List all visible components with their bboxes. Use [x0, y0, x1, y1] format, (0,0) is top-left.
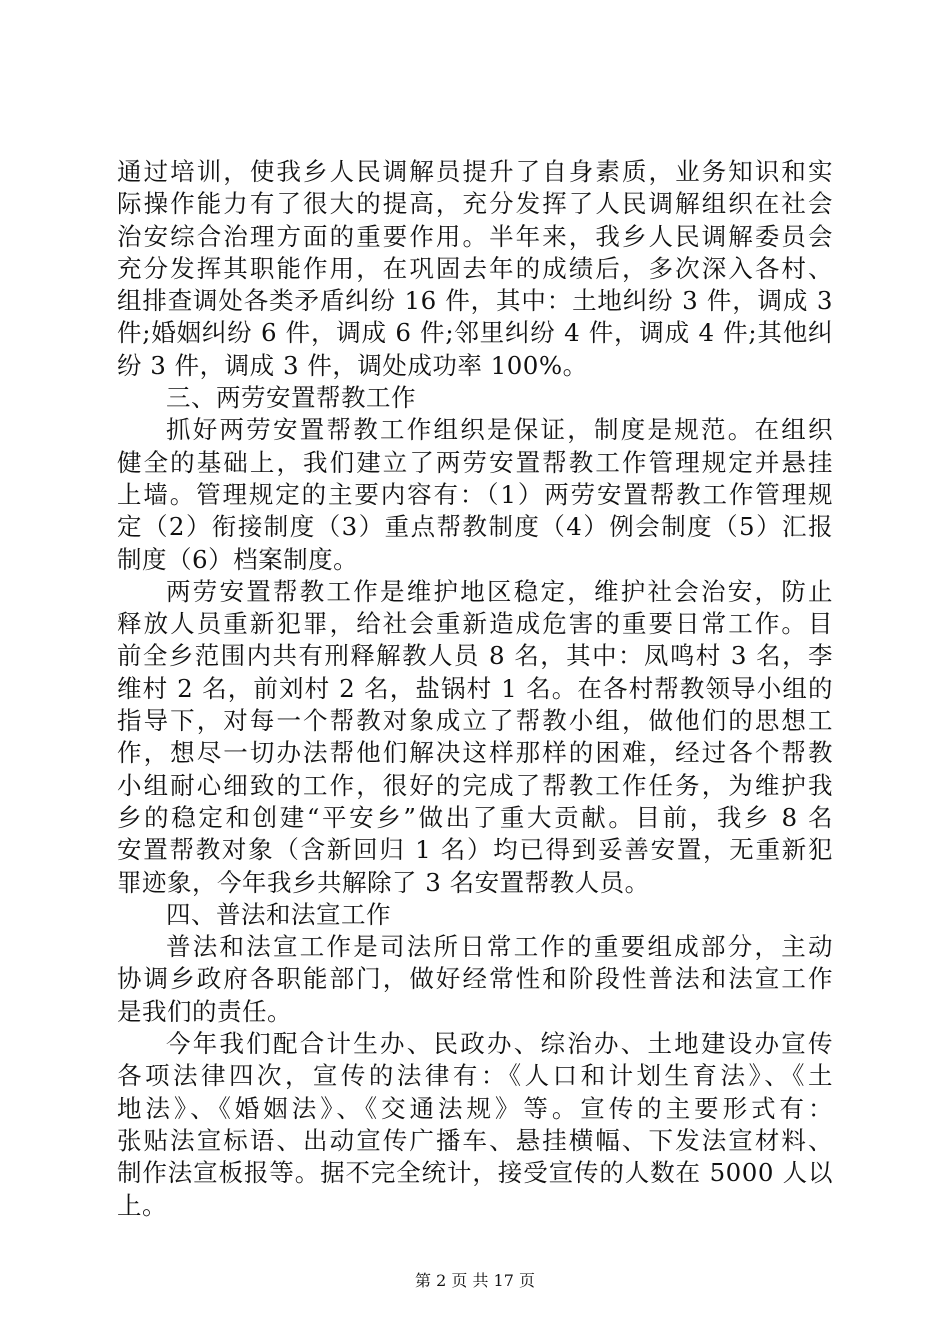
- text-line: 是我们的责任。: [117, 996, 292, 1026]
- text-line: 地法》、《婚姻法》、《交通法规》等。宣传的主要形式有：: [117, 1093, 833, 1123]
- paragraph-first-line: 抓好两劳安置帮教工作组织是保证，制度是规范。在组织: [166, 415, 833, 445]
- text-line: 乡的稳定和创建“平安乡”做出了重大贡献。目前，我乡 8 名: [117, 802, 833, 832]
- paragraph-first-line: 两劳安置帮教工作是维护地区稳定，维护社会治安，防止: [166, 576, 833, 606]
- text-line: 定（2）衔接制度（3）重点帮教制度（4）例会制度（5）汇报: [117, 512, 833, 542]
- text-line: 纷 3 件，调成 3 件，调处成功率 100%。: [117, 350, 588, 380]
- text-line: 上。: [117, 1190, 167, 1220]
- text-line: 作，想尽一切办法帮他们解决这样那样的困难，经过各个帮教: [117, 738, 833, 768]
- text-line: 协调乡政府各职能部门，做好经常性和阶段性普法和法宣工作: [117, 964, 833, 994]
- text-line: 指导下，对每一个帮教对象成立了帮教小组，做他们的思想工: [117, 706, 833, 736]
- text-line: 罪迹象，今年我乡共解除了 3 名安置帮教人员。: [117, 867, 650, 897]
- paragraph-first-line: 今年我们配合计生办、民政办、综治办、土地建设办宣传: [166, 1029, 833, 1059]
- text-line: 治安综合治理方面的重要作用。半年来，我乡人民调解委员会: [117, 221, 833, 251]
- text-line: 上墙。管理规定的主要内容有：（1）两劳安置帮教工作管理规: [117, 479, 833, 509]
- section-heading: 四、普法和法宣工作: [166, 899, 391, 929]
- text-line: 件;婚姻纠纷 6 件，调成 6 件;邻里纠纷 4 件，调成 4 件;其他纠: [117, 318, 833, 348]
- text-line: 张贴法宣标语、出动宣传广播车、悬挂横幅、下发法宣材料、: [117, 1125, 833, 1155]
- text-line: 各项法律四次，宣传的法律有：《人口和计划生育法》、《土: [117, 1061, 833, 1091]
- text-line: 维村 2 名，前刘村 2 名，盐锅村 1 名。在各村帮教领导小组的: [117, 673, 833, 703]
- text-line: 安置帮教对象（含新回归 1 名）均已得到妥善安置，无重新犯: [117, 835, 833, 865]
- text-line: 健全的基础上，我们建立了两劳安置帮教工作管理规定并悬挂: [117, 447, 833, 477]
- text-line: 制作法宣板报等。据不完全统计，接受宣传的人数在 5000 人以: [117, 1158, 833, 1188]
- page-number-footer: 第 2 页 共 17 页: [415, 1271, 535, 1290]
- text-line: 组排查调处各类矛盾纠纷 16 件，其中：土地纠纷 3 件，调成 3: [117, 286, 833, 316]
- text-line: 小组耐心细致的工作，很好的完成了帮教工作任务，为维护我: [117, 770, 833, 800]
- text-line: 释放人员重新犯罪，给社会重新造成危害的重要日常工作。目: [117, 609, 833, 639]
- document-body: [117, 156, 833, 1222]
- text-line: 制度（6）档案制度。: [117, 544, 359, 574]
- text-line: 通过培训，使我乡人民调解员提升了自身素质，业务知识和实: [117, 157, 833, 186]
- paragraph-first-line: 普法和法宣工作是司法所日常工作的重要组成部分，主动: [166, 932, 833, 962]
- text-line: 前全乡范围内共有刑释解教人员 8 名，其中：凤鸣村 3 名，李: [117, 641, 833, 671]
- text-line: 充分发挥其职能作用，在巩固去年的成绩后，多次深入各村、: [117, 253, 833, 283]
- section-heading: 三、两劳安置帮教工作: [166, 383, 416, 413]
- text-line: 际操作能力有了很大的提高，充分发挥了人民调解组织在社会: [117, 189, 833, 219]
